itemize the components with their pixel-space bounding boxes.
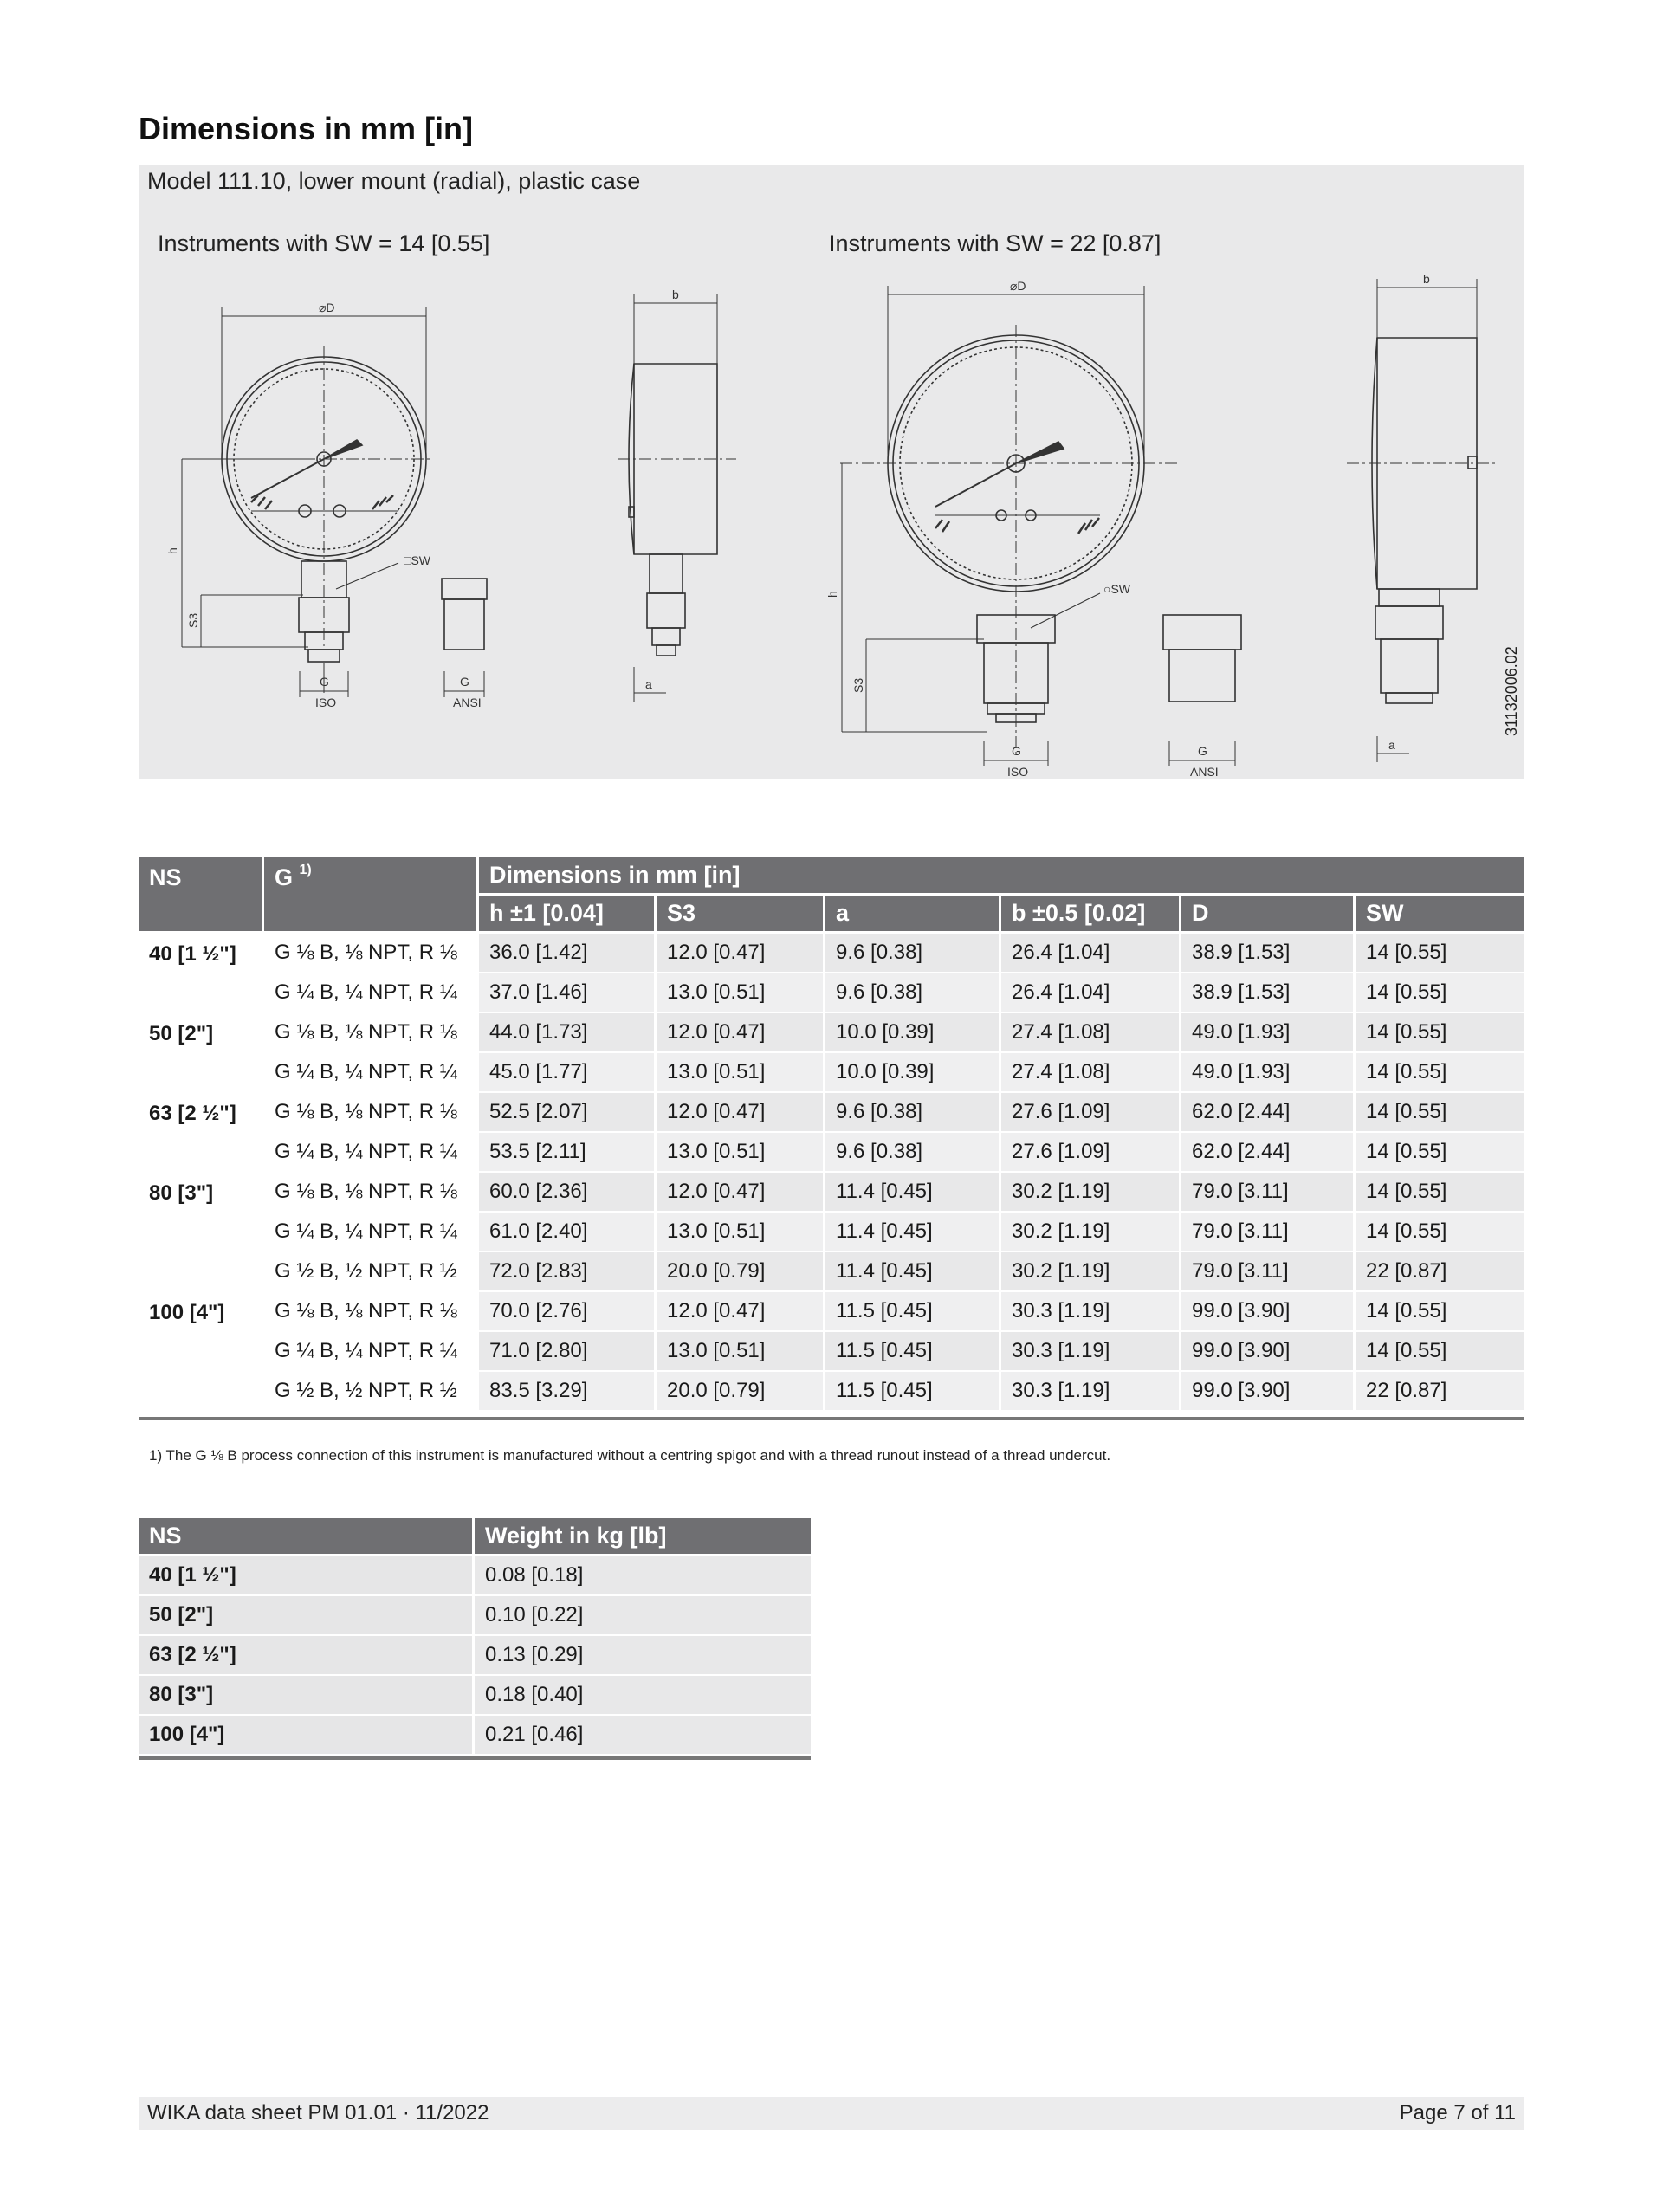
cell-b: 30.3 [1.19] <box>1001 1332 1179 1372</box>
cell-h: 61.0 [2.40] <box>479 1213 654 1252</box>
cell-h: 70.0 [2.76] <box>479 1292 654 1332</box>
gauge-front-view-sw14 <box>182 307 433 697</box>
footer-page-number: Page 7 of 11 <box>1399 2101 1516 2125</box>
label-g-ansi-right: G <box>1198 744 1207 758</box>
weight-table-body <box>139 1556 811 1756</box>
cell-g: G ½ B, ½ NPT, R ½ <box>264 1372 476 1412</box>
dimensions-table-body <box>139 934 1524 1412</box>
cell-h: 36.0 [1.42] <box>479 934 654 973</box>
table-row <box>139 1596 811 1636</box>
cell-s3: 13.0 [0.51] <box>657 1332 823 1372</box>
label-a-left: a <box>645 677 652 691</box>
cell-sw: 14 [0.55] <box>1356 934 1524 973</box>
left-drawing-caption: Instruments with SW = 14 [0.55] <box>158 230 490 256</box>
cell-sw: 14 [0.55] <box>1356 1292 1524 1332</box>
cell-g: G ⅛ B, ⅛ NPT, R ⅛ <box>264 1093 476 1133</box>
cell-s3: 12.0 [0.47] <box>657 1013 823 1053</box>
cell-g: G ⅛ B, ⅛ NPT, R ⅛ <box>264 1013 476 1053</box>
label-iso-right: ISO <box>1007 765 1029 779</box>
label-g-ansi-left: G <box>460 675 469 689</box>
cell-weight-ns: 80 [3"] <box>139 1676 472 1716</box>
cell-g: G ¼ B, ¼ NPT, R ¼ <box>264 1332 476 1372</box>
cell-d: 38.9 [1.53] <box>1181 934 1353 973</box>
cell-a: 9.6 [0.38] <box>825 1093 999 1133</box>
cell-weight: 0.10 [0.22] <box>475 1596 811 1636</box>
table-row <box>139 1372 1524 1412</box>
cell-s3: 12.0 [0.47] <box>657 1173 823 1213</box>
dimensions-table-bottom-rule <box>139 1417 1524 1420</box>
label-ansi-left: ANSI <box>453 695 482 709</box>
cell-s3: 20.0 [0.79] <box>657 1372 823 1412</box>
cell-s3: 13.0 [0.51] <box>657 1213 823 1252</box>
cell-d: 62.0 [2.44] <box>1181 1093 1353 1133</box>
gauge-side-view-sw22 <box>1347 279 1498 762</box>
header-a: a <box>825 896 999 934</box>
cell-s3: 20.0 [0.79] <box>657 1252 823 1292</box>
cell-b: 27.4 [1.08] <box>1001 1013 1179 1053</box>
cell-weight: 0.21 [0.46] <box>475 1716 811 1756</box>
cell-a: 11.5 [0.45] <box>825 1332 999 1372</box>
table-row <box>139 1556 811 1596</box>
table-row <box>139 1636 811 1676</box>
cell-a: 11.4 [0.45] <box>825 1173 999 1213</box>
header-b: b ±0.5 [0.02] <box>1001 896 1179 934</box>
label-sw-right: ○SW <box>1103 582 1131 596</box>
dimension-drawing-panel <box>139 165 1524 779</box>
cell-h: 45.0 [1.77] <box>479 1053 654 1093</box>
cell-sw: 14 [0.55] <box>1356 1213 1524 1252</box>
drawing-caption: Model 111.10, lower mount (radial), plastic case <box>147 168 641 194</box>
cell-b: 26.4 [1.04] <box>1001 934 1179 973</box>
cell-weight: 0.18 [0.40] <box>475 1676 811 1716</box>
table-row <box>139 1093 1524 1133</box>
header-weight: Weight in kg [lb] <box>475 1518 811 1556</box>
footnote: 1) The G ⅛ B process connection of this instrument is manufactured without a centring spigot and with a thread runout instead of a thread undercut. <box>149 1447 1111 1464</box>
cell-b: 30.2 [1.19] <box>1001 1173 1179 1213</box>
cell-weight-ns: 50 [2"] <box>139 1596 472 1636</box>
table-row <box>139 1716 811 1756</box>
cell-a: 11.4 [0.45] <box>825 1213 999 1252</box>
cell-a: 11.5 [0.45] <box>825 1292 999 1332</box>
cell-sw: 14 [0.55] <box>1356 1173 1524 1213</box>
cell-a: 10.0 [0.39] <box>825 1013 999 1053</box>
cell-s3: 13.0 [0.51] <box>657 973 823 1013</box>
cell-s3: 13.0 [0.51] <box>657 1053 823 1093</box>
cell-d: 79.0 [3.11] <box>1181 1173 1353 1213</box>
footnote-marker: 1) <box>299 863 312 877</box>
cell-weight: 0.13 [0.29] <box>475 1636 811 1676</box>
cell-sw: 14 [0.55] <box>1356 973 1524 1013</box>
cell-g: G ¼ B, ¼ NPT, R ¼ <box>264 973 476 1013</box>
cell-a: 9.6 [0.38] <box>825 934 999 973</box>
technical-drawing <box>139 165 1524 779</box>
cell-ns: 50 [2"] <box>139 1013 262 1093</box>
cell-g: G ⅛ B, ⅛ NPT, R ⅛ <box>264 1173 476 1213</box>
label-ansi-right: ANSI <box>1190 765 1219 779</box>
cell-weight-ns: 40 [1 ½"] <box>139 1556 472 1596</box>
cell-b: 30.2 [1.19] <box>1001 1252 1179 1292</box>
cell-b: 27.6 [1.09] <box>1001 1093 1179 1133</box>
cell-s3: 12.0 [0.47] <box>657 934 823 973</box>
cell-h: 72.0 [2.83] <box>479 1252 654 1292</box>
page-footer <box>139 2097 1524 2130</box>
cell-g: G ¼ B, ¼ NPT, R ¼ <box>264 1053 476 1093</box>
label-diameter-left: ⌀D <box>319 301 335 314</box>
cell-sw: 14 [0.55] <box>1356 1053 1524 1093</box>
header-ns: NS <box>139 857 262 934</box>
cell-sw: 14 [0.55] <box>1356 1133 1524 1173</box>
cell-weight: 0.08 [0.18] <box>475 1556 811 1596</box>
cell-sw: 22 [0.87] <box>1356 1252 1524 1292</box>
cell-h: 37.0 [1.46] <box>479 973 654 1013</box>
cell-d: 99.0 [3.90] <box>1181 1372 1353 1412</box>
cell-b: 30.3 [1.19] <box>1001 1292 1179 1332</box>
label-a-right: a <box>1388 738 1395 752</box>
weight-table <box>136 1518 813 1756</box>
header-d: D <box>1181 896 1353 934</box>
label-h-left: h <box>165 547 179 554</box>
cell-h: 53.5 [2.11] <box>479 1133 654 1173</box>
page-title: Dimensions in mm [in] <box>139 111 474 146</box>
header-weight-ns: NS <box>139 1518 472 1556</box>
right-drawing-caption: Instruments with SW = 22 [0.87] <box>829 230 1162 256</box>
cell-a: 11.4 [0.45] <box>825 1252 999 1292</box>
cell-a: 9.6 [0.38] <box>825 1133 999 1173</box>
label-s3-right: S3 <box>851 677 865 693</box>
cell-a: 9.6 [0.38] <box>825 973 999 1013</box>
table-row <box>139 1013 1524 1053</box>
cell-sw: 14 [0.55] <box>1356 1093 1524 1133</box>
cell-weight-ns: 63 [2 ½"] <box>139 1636 472 1676</box>
cell-h: 71.0 [2.80] <box>479 1332 654 1372</box>
drawing-doc-code: 31132006.02 <box>1503 646 1520 736</box>
cell-d: 79.0 [3.11] <box>1181 1213 1353 1252</box>
table-row <box>139 1173 1524 1213</box>
cell-b: 26.4 [1.04] <box>1001 973 1179 1013</box>
header-s3: S3 <box>657 896 823 934</box>
label-sw-left: □SW <box>404 553 431 567</box>
footer-doc-ref: WIKA data sheet PM 01.01 · 11/2022 <box>147 2101 489 2125</box>
cell-a: 11.5 [0.45] <box>825 1372 999 1412</box>
table-row <box>139 1332 1524 1372</box>
cell-ns: 80 [3"] <box>139 1173 262 1292</box>
table-row <box>139 973 1524 1013</box>
header-g: G $^{1)}$ <box>264 857 476 934</box>
label-h-right: h <box>825 591 839 598</box>
cell-d: 99.0 [3.90] <box>1181 1292 1353 1332</box>
gauge-side-view-sw14 <box>618 294 736 702</box>
label-g-iso-right: G <box>1012 744 1021 758</box>
label-iso-left: ISO <box>315 695 337 709</box>
cell-h: 52.5 [2.07] <box>479 1093 654 1133</box>
cell-b: 27.4 [1.08] <box>1001 1053 1179 1093</box>
cell-s3: 13.0 [0.51] <box>657 1133 823 1173</box>
label-b-right: b <box>1423 272 1430 286</box>
table-row <box>139 1252 1524 1292</box>
cell-b: 30.2 [1.19] <box>1001 1213 1179 1252</box>
cell-d: 49.0 [1.93] <box>1181 1013 1353 1053</box>
cell-weight-ns: 100 [4"] <box>139 1716 472 1756</box>
cell-d: 38.9 [1.53] <box>1181 973 1353 1013</box>
cell-d: 99.0 [3.90] <box>1181 1332 1353 1372</box>
dimensions-table <box>136 857 1527 1412</box>
cell-h: 83.5 [3.29] <box>479 1372 654 1412</box>
cell-h: 44.0 [1.73] <box>479 1013 654 1053</box>
cell-s3: 12.0 [0.47] <box>657 1292 823 1332</box>
cell-g: G ⅛ B, ⅛ NPT, R ⅛ <box>264 934 476 973</box>
cell-ns: 40 [1 ½"] <box>139 934 262 1013</box>
cell-a: 10.0 [0.39] <box>825 1053 999 1093</box>
cell-g: G ½ B, ½ NPT, R ½ <box>264 1252 476 1292</box>
table-row <box>139 1133 1524 1173</box>
cell-d: 79.0 [3.11] <box>1181 1252 1353 1292</box>
header-h: h ±1 [0.04] <box>479 896 654 934</box>
label-s3-left: S3 <box>186 612 200 628</box>
cell-h: 60.0 [2.36] <box>479 1173 654 1213</box>
cell-g: G ¼ B, ¼ NPT, R ¼ <box>264 1133 476 1173</box>
cell-s3: 12.0 [0.47] <box>657 1093 823 1133</box>
table-row <box>139 1213 1524 1252</box>
cell-d: 62.0 [2.44] <box>1181 1133 1353 1173</box>
cell-ns: 100 [4"] <box>139 1292 262 1412</box>
cell-sw: 14 [0.55] <box>1356 1013 1524 1053</box>
cell-sw: 14 [0.55] <box>1356 1332 1524 1372</box>
cell-g: G ⅛ B, ⅛ NPT, R ⅛ <box>264 1292 476 1332</box>
cell-d: 49.0 [1.93] <box>1181 1053 1353 1093</box>
header-sw: SW <box>1356 896 1524 934</box>
table-row <box>139 1292 1524 1332</box>
header-dimensions-group: Dimensions in mm [in] <box>479 857 1524 896</box>
cell-b: 27.6 [1.09] <box>1001 1133 1179 1173</box>
label-g-iso-left: G <box>320 675 329 689</box>
cell-ns: 63 [2 ½"] <box>139 1093 262 1173</box>
gauge-front-view-sw22 <box>840 286 1178 766</box>
weight-table-bottom-rule <box>139 1756 811 1760</box>
cell-sw: 22 [0.87] <box>1356 1372 1524 1412</box>
table-row <box>139 1676 811 1716</box>
label-b-left: b <box>672 288 679 301</box>
label-diameter-right: ⌀D <box>1010 279 1026 293</box>
table-row <box>139 934 1524 973</box>
cell-g: G ¼ B, ¼ NPT, R ¼ <box>264 1213 476 1252</box>
cell-b: 30.3 [1.19] <box>1001 1372 1179 1412</box>
table-row <box>139 1053 1524 1093</box>
